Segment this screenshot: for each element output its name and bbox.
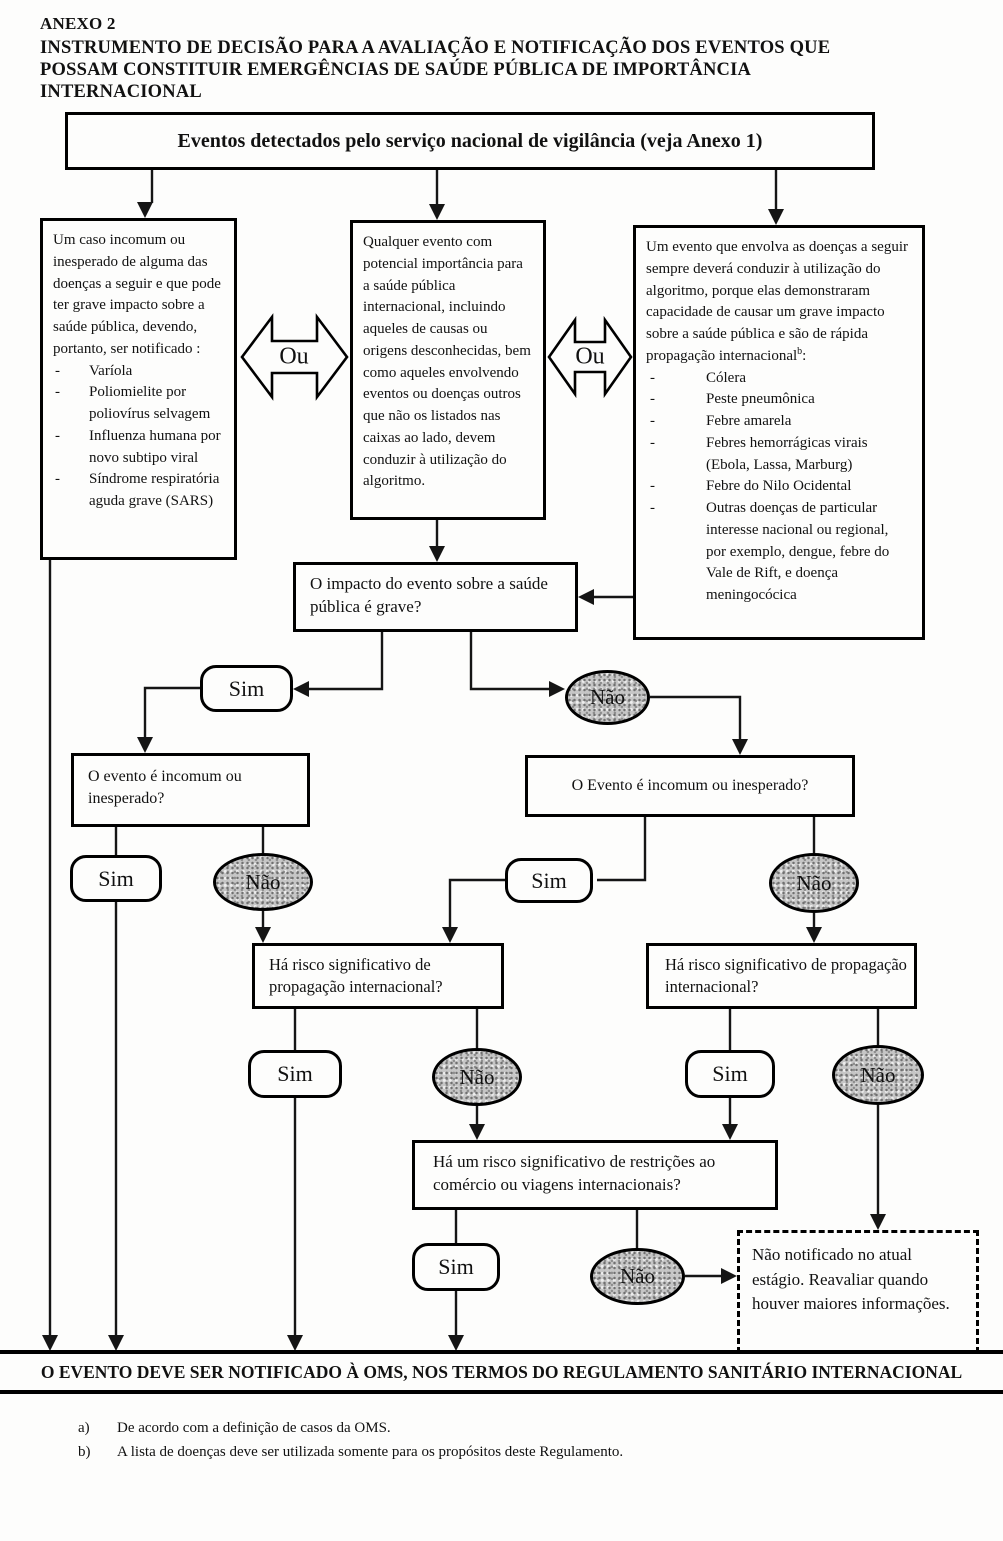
yes-node-spread-left: Sim — [248, 1050, 342, 1098]
bullet-dash: - — [650, 391, 655, 408]
list-item — [53, 382, 224, 426]
question-unusual-left: O evento é incomum ou inesperado? — [71, 753, 310, 827]
list-item — [646, 476, 912, 498]
page-title-line-1: INSTRUMENTO DE DECISÃO PARA A AVALIAÇÃO E NOTIFICAÇÃO DOS EVENTOS QUE — [40, 38, 831, 58]
yes-node-impact: Sim — [200, 665, 293, 712]
no-node-unusual-left: Não — [213, 853, 313, 911]
no-node-spread-left: Não — [432, 1048, 522, 1106]
footnote-ref-b: b — [797, 345, 803, 357]
bullet-dash: - — [55, 362, 60, 379]
bullet-dash: - — [650, 478, 655, 495]
listed-diseases-list — [646, 368, 912, 607]
criteria-box-listed-diseases — [633, 225, 925, 640]
yes-node-unusual-right: Sim — [505, 858, 593, 903]
list-item-text: Febre amarela — [706, 413, 792, 429]
no-node-spread-right: Não — [832, 1045, 924, 1105]
footnote-b-text: A lista de doenças deve ser utilizada somente para os propósitos deste Regulamento. — [117, 1444, 624, 1460]
list-item — [646, 389, 912, 411]
bullet-dash: - — [650, 434, 655, 451]
events-detected-banner-text: Eventos detectados pelo serviço nacional de vigilância (veja Anexo 1) — [177, 129, 763, 152]
list-item — [646, 411, 912, 433]
bullet-dash: - — [55, 427, 60, 444]
outcome-notify-text: O EVENTO DEVE SER NOTIFICADO À OMS, NOS TERMOS DO REGULAMENTO SANITÁRIO INTERNACIONAL — [40, 1361, 963, 1382]
criteria-box-unusual-case — [40, 218, 237, 560]
bullet-dash: - — [55, 384, 60, 401]
yes-node-unusual-left: Sim — [70, 855, 162, 902]
or-label-left: Ou — [279, 343, 309, 370]
listed-diseases-intro — [646, 237, 912, 368]
listed-diseases-intro-text: Um evento que envolva as doenças a seguir sempre deverá conduzir à utilização do algoritmo, porque elas demonstraram capacidade de causar um grave impacto sobre a saúde pública e são de rápida propagação internacional — [646, 239, 908, 364]
unusual-case-intro: Um caso incomum ou inesperado de alguma das doenças a seguir e que pode ter grave impacto sobre a saúde pública, devendo, portanto, ser notificado : — [53, 232, 221, 357]
footnote-b-marker: b) — [78, 1444, 91, 1460]
list-item — [53, 361, 224, 383]
question-spread-right: Há risco significativo de propagação internacional? — [646, 943, 917, 1009]
list-item-text: Outras doenças de particular interesse nacional ou regional, por exemplo, dengue, febre do Vale de Rift, e doença meningocócica — [706, 500, 890, 603]
question-spread-left: Há risco significativo de propagação internacional? — [252, 943, 504, 1009]
list-item — [53, 426, 224, 470]
bullet-dash: - — [55, 471, 60, 488]
listed-diseases-intro-colon: : — [802, 347, 807, 364]
question-trade-travel-restrictions: Há um risco significativo de restrições ao comércio ou viagens internacionais? — [412, 1140, 778, 1210]
yes-node-restrictions: Sim — [412, 1243, 500, 1291]
outcome-notify-banner — [0, 1350, 1003, 1394]
list-item — [646, 433, 912, 477]
list-item — [53, 469, 224, 513]
footnote-a-text: De acordo com a definição de casos da OMS. — [117, 1420, 391, 1436]
unusual-case-list — [53, 361, 224, 513]
annex-label: ANEXO 2 — [40, 14, 116, 33]
page-title-line-3: INTERNACIONAL — [40, 82, 202, 102]
list-item-text: Influenza humana por novo subtipo viral — [89, 427, 221, 466]
criteria-box-any-event — [350, 220, 546, 520]
list-item-text: Síndrome respiratória aguda grave (SARS) — [89, 471, 220, 509]
list-item — [646, 368, 912, 390]
no-node-restrictions: Não — [590, 1248, 685, 1305]
question-unusual-right: O Evento é incomum ou inesperado? — [525, 755, 855, 817]
any-event-text: Qualquer evento com potencial importância para a saúde pública internacional, incluindo aqueles de causas ou origens desconhecidas, bem como aqueles envolvendo eventos ou doenças outros que não os listados nas caixas ao lado, devem conduzir à utilização do algoritmo. — [363, 234, 531, 490]
bullet-dash: - — [650, 500, 655, 516]
list-item-text: Febres hemorrágicas virais (Ebola, Lassa, Marburg) — [706, 434, 868, 473]
or-label-right: Ou — [575, 343, 605, 370]
events-detected-banner — [65, 112, 875, 170]
footnote-a-marker: a) — [78, 1420, 90, 1436]
bullet-dash: - — [650, 413, 655, 429]
list-item-text: Peste pneumônica — [706, 391, 815, 408]
no-node-impact: Não — [565, 670, 650, 725]
no-node-unusual-right: Não — [769, 853, 859, 913]
list-item-text: Varíola — [89, 362, 133, 379]
bullet-dash: - — [650, 369, 655, 386]
yes-node-spread-right: Sim — [685, 1050, 775, 1098]
list-item-text: Poliomielite por poliovírus selvagem — [89, 384, 211, 422]
list-item-text: Febre do Nilo Ocidental — [706, 478, 852, 495]
list-item — [646, 498, 912, 607]
question-serious-impact: O impacto do evento sobre a saúde pública é grave? — [293, 562, 578, 632]
page-title-line-2: POSSAM CONSTITUIR EMERGÊNCIAS DE SAÚDE PÚBLICA DE IMPORTÂNCIA — [40, 60, 752, 80]
outcome-not-notified: Não notificado no atual estágio. Reavaliar quando houver maiores informações. — [737, 1230, 979, 1353]
list-item-text: Cólera — [706, 369, 746, 386]
